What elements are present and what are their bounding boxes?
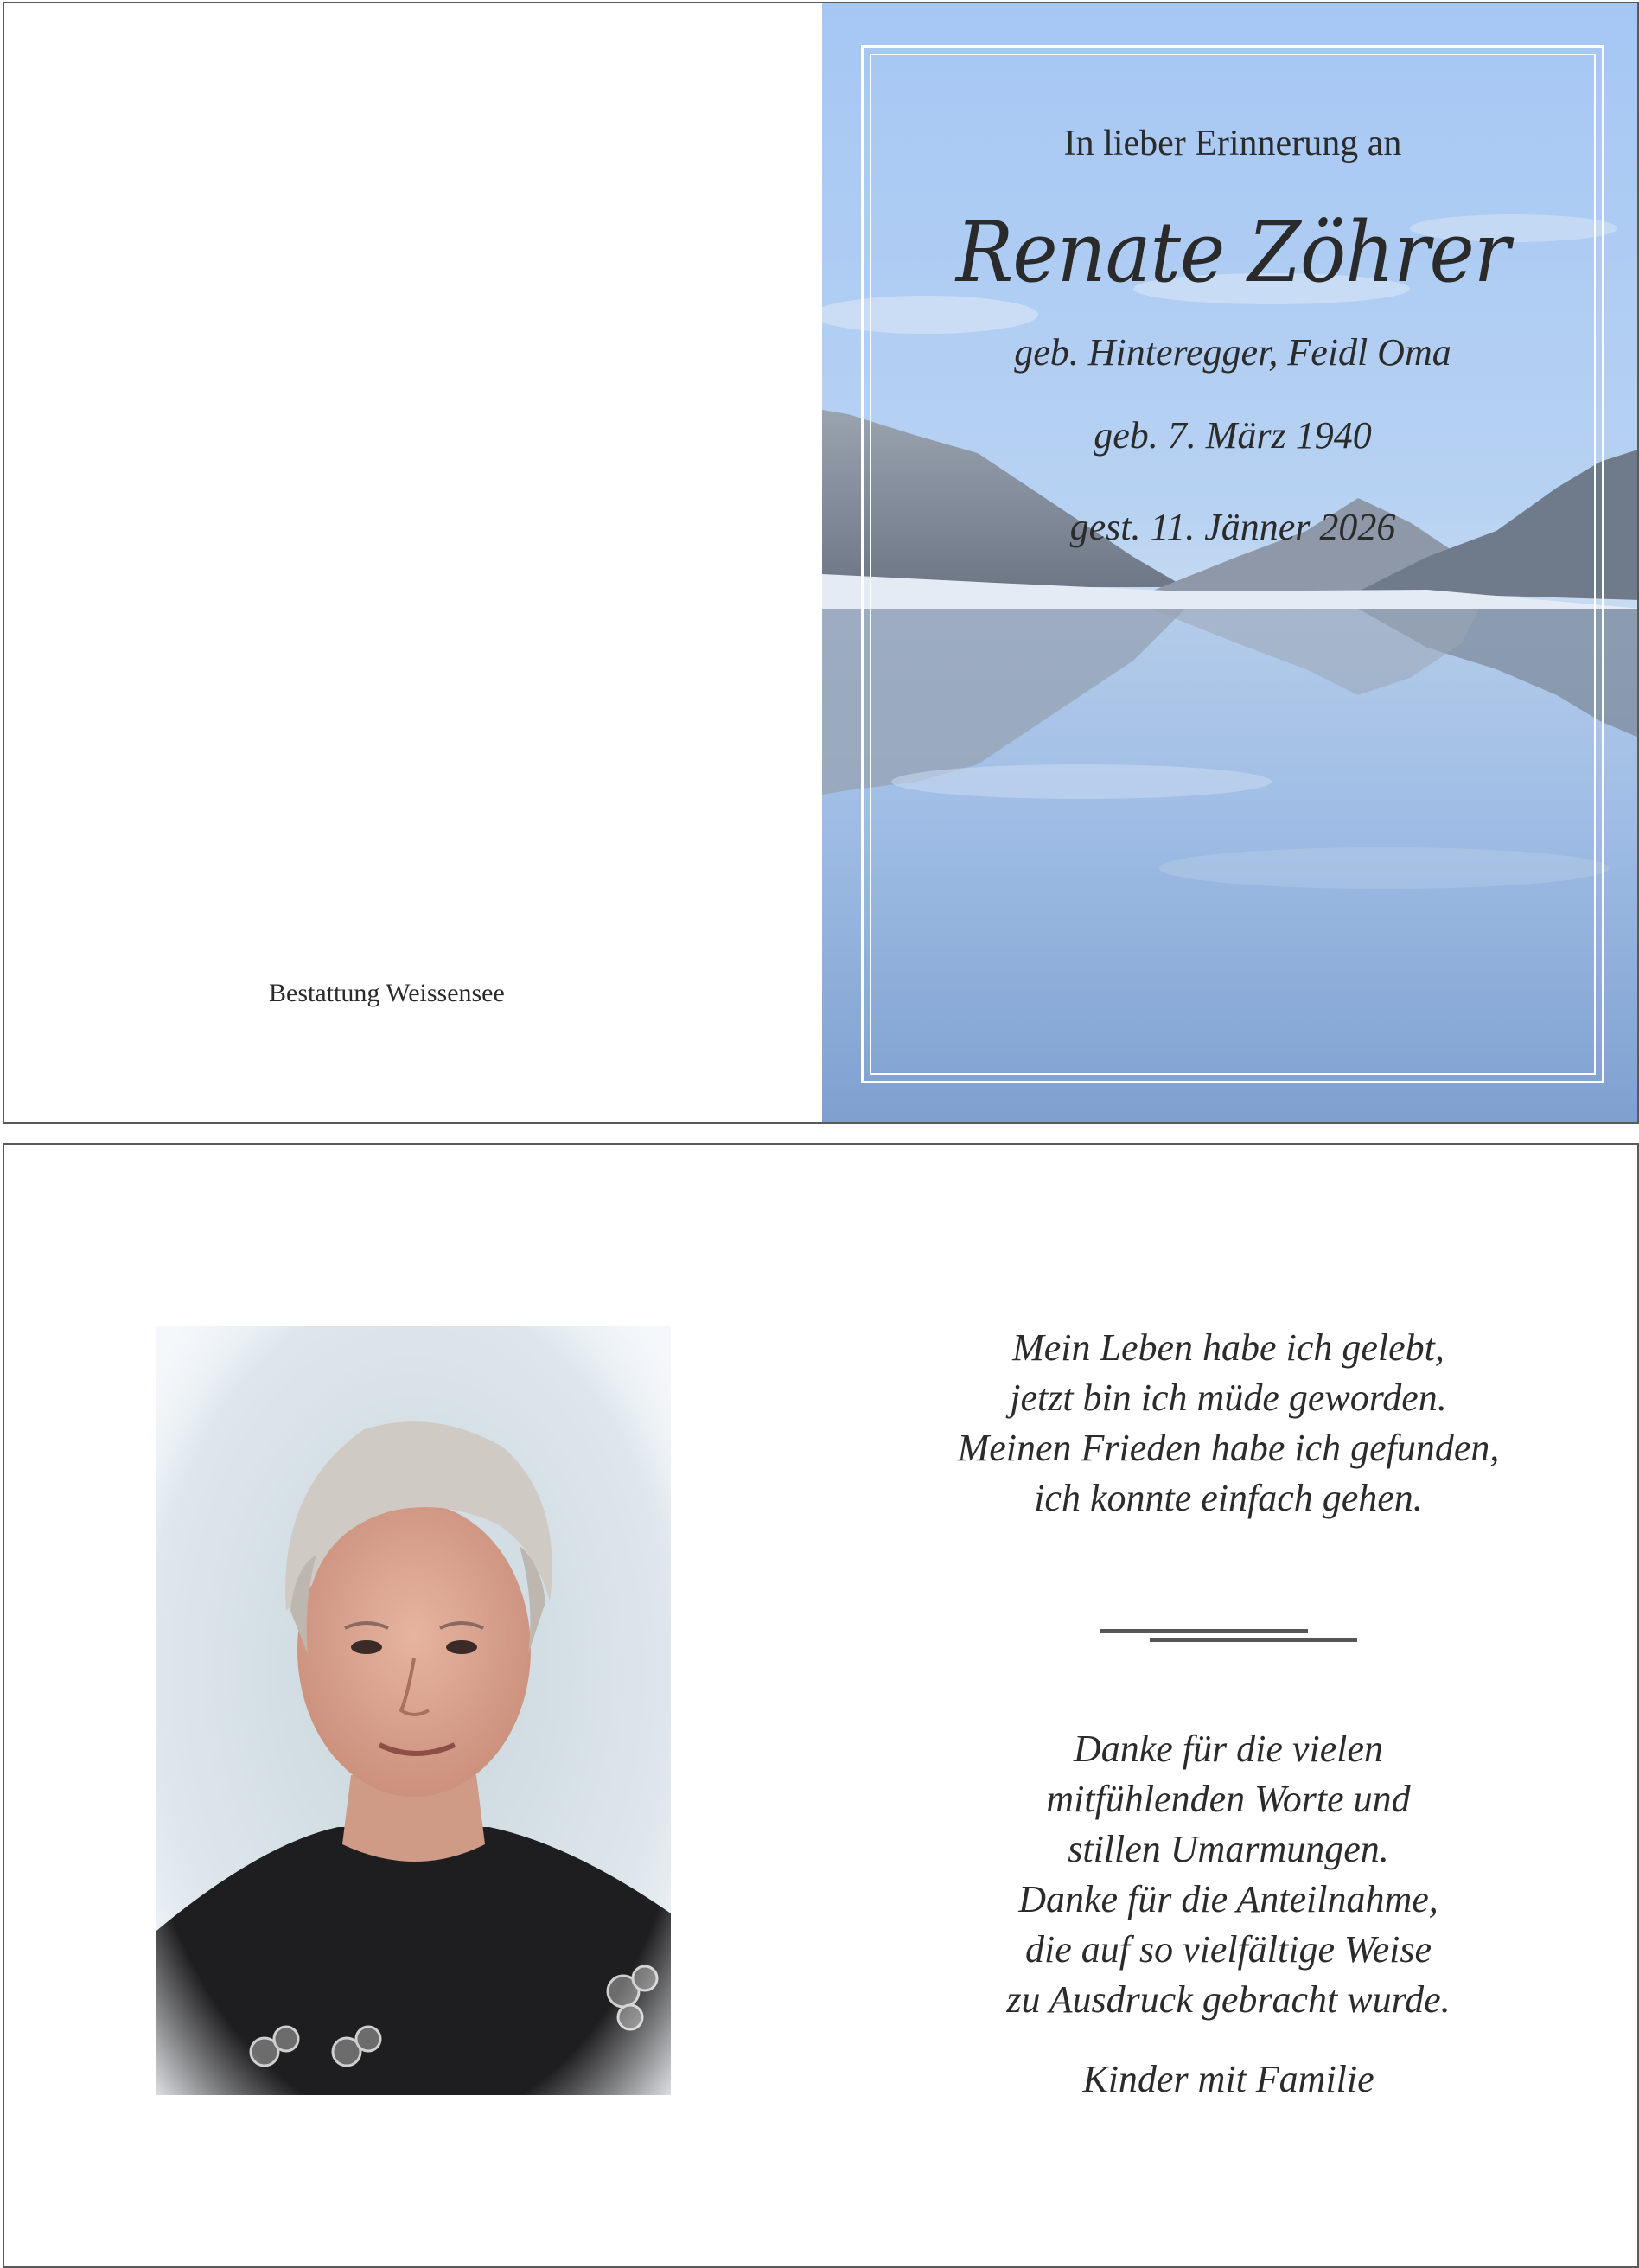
portrait-photo [156, 1326, 671, 2095]
funeral-home-label: Bestattung Weissensee [269, 979, 505, 1007]
thanks-line: Danke für die vielen [1074, 1728, 1383, 1770]
poem-line: Mein Leben habe ich gelebt, [1012, 1326, 1444, 1369]
family-signature: Kinder mit Familie [1082, 2058, 1374, 2100]
decorative-divider-upper [1100, 1629, 1308, 1633]
poem-first-verse [883, 1323, 1574, 1524]
poem-line: Meinen Frieden habe ich gefunden, [957, 1427, 1500, 1469]
memorial-intro: In lieber Erinnerung an [1063, 124, 1402, 163]
maiden-name: geb. Hinteregger, Feidl Oma [1014, 331, 1451, 374]
thank-you-verse [883, 1724, 1574, 2025]
birth-date: geb. 7. März 1940 [1094, 414, 1372, 457]
memorial-card-inside [3, 1143, 1639, 2268]
decorative-divider-lower [1150, 1638, 1357, 1642]
thanks-line: Danke für die Anteilnahme, [1018, 1878, 1438, 1920]
memorial-card-outside [3, 2, 1639, 1124]
thanks-line: zu Ausdruck gebracht wurde. [1006, 1978, 1451, 2021]
portrait-picture [156, 1326, 671, 2095]
poem-line: jetzt bin ich müde geworden. [1010, 1377, 1447, 1419]
death-date: gest. 11. Jänner 2026 [1069, 506, 1396, 548]
deceased-name: Renate Zöhrer [955, 204, 1510, 301]
thanks-line: mitfühlenden Worte und [1046, 1778, 1411, 1820]
poem-line: ich konnte einfach gehen. [1034, 1477, 1423, 1519]
thanks-line: die auf so vielfältige Weise [1024, 1928, 1432, 1971]
thanks-line: stillen Umarmungen. [1068, 1828, 1389, 1870]
